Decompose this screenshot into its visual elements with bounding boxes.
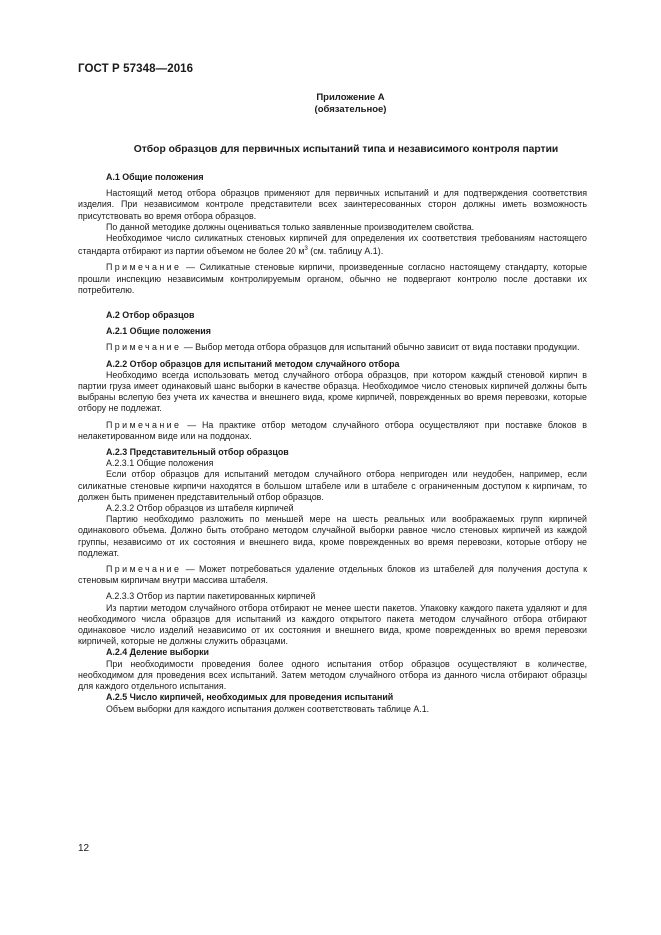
heading-a21: А.2.1 Общие положения	[106, 326, 211, 337]
paragraph: Необходимо всегда использовать метод случайного отбора образцов, при котором каждый стеновой кирпич в партии груза имеет одинаковый шанс выборки в качестве образца. Необходимое число стеновых кирпичей должны быть выбраны вслепую без учета их качества и внешнего вида, кроме кирпичей, поврежденных во время перевозки, которые отбору не подлежат.	[78, 369, 587, 414]
superscript: 3	[304, 246, 308, 253]
note	[78, 420, 587, 442]
text-fragment: (см. таблицу А.1).	[307, 246, 384, 257]
annex-title: Приложение А	[316, 92, 385, 103]
heading-a2: А.2 Отбор образцов	[106, 310, 195, 320]
note-text: — На практике отбор методом случайного отбора осуществляют при поставке блоков в нелакетированном виде или на поддонах.	[78, 419, 587, 441]
heading-a22: А.2.2 Отбор образцов для испытаний методом случайного отбора	[106, 358, 400, 369]
subheading-a232: А.2.3.2 Отбор образцов из штабеля кирпичей	[106, 503, 294, 514]
heading-a1: А.1 Общие положения	[106, 172, 204, 182]
note	[78, 564, 587, 586]
section-title: Отбор образцов для первичных испытаний типа и независимого контроля партии	[133, 144, 559, 155]
document-body	[78, 172, 587, 715]
subheading-a233: А.2.3.3 Отбор из партии пакетированных кирпичей	[106, 591, 316, 602]
paragraph	[78, 233, 587, 257]
subheading-a231: А.2.3.1 Общие положения	[106, 458, 214, 469]
note-text: — Силикатные стеновые кирпичи, произведенные согласно настоящему стандарту, которые прошли инспекцию независимым контролируемым органом, обычно не подвергают контролю после доставки их потребителю.	[78, 262, 587, 295]
note-label: Примечание	[106, 564, 182, 575]
page-number: 12	[78, 843, 90, 854]
note-text: — Может потребоваться удаление отдельных блоков из штабелей для получения доступа к стеновым кирпичам внутри массива штабеля.	[78, 564, 587, 586]
paragraph: Партию необходимо разложить по меньшей мере на шесть реальных или воображаемых групп кирпичей одинакового объема. Должно быть отобрано методом случайной выборки равное число стеновых кирпичей из каждой группы, независимо от их состояния и внешнего вида, кроме поврежденных во время перевозки, которые отбору не подлежат.	[78, 514, 587, 558]
paragraph: Если отбор образцов для испытаний методом случайного отбора непригоден или неудобен, например, если силикатные стеновые кирпичи находятся в большом штабеле или в штабеле с ограниченным доступом к кирпичам, то должен быть применен представительный отбор образцов.	[78, 469, 587, 502]
note-label: Примечание	[106, 342, 182, 353]
note-label: Примечание	[106, 419, 182, 430]
annex-status: (обязательное)	[314, 104, 387, 115]
paragraph: Объем выборки для каждого испытания должен соответствовать таблице А.1.	[106, 703, 430, 714]
standard-designation: ГОСТ Р 57348—2016	[78, 63, 194, 75]
note	[78, 262, 587, 296]
paragraph: Из партии методом случайного отбора отбирают не менее шести пакетов. Упаковку каждого пакета удаляют и для необходимого числа образцов для испытаний из каждого открытого пакета методом случайного отбора отбирают одинаковое число изделий независимо от их состояния и внешнего вида, кроме поврежденных во время перевозки кирпичей, которые не должны служить образцами.	[78, 602, 587, 647]
heading-a25: А.2.5 Число кирпичей, необходимых для проведения испытаний	[106, 692, 394, 703]
note-label: Примечание	[106, 262, 182, 273]
heading-a24: А.2.4 Деление выборки	[106, 647, 209, 658]
note	[78, 342, 587, 353]
paragraph: По данной методике должны оцениваться только заявленные производителем свойства.	[106, 221, 475, 232]
paragraph: При необходимости проведения более одного испытания отбор образцов осуществляют в количестве, необходимом для проведения всех испытаний. Затем методом случайного отбора из данного числа отбирают образцы для каждого отдельного испытания.	[78, 658, 587, 692]
note-text: — Выбор метода отбора образцов для испытаний обычно зависит от вида поставки продукции.	[181, 342, 580, 353]
paragraph: Настоящий метод отбора образцов применяют для первичных испытаний и для подтверждения соответствия изделия. При независимом контроле представители всех заинтересованных сторон должны иметь возможность присутствовать во время отбора образцов.	[78, 188, 587, 221]
text-fragment: Необходимое число силикатных стеновых кирпичей для определения их соответствия требованиям настоящего стандарта отбирают из партии объемом не более 20 м	[78, 233, 587, 257]
heading-a23: А.2.3 Представительный отбор образцов	[106, 447, 289, 458]
